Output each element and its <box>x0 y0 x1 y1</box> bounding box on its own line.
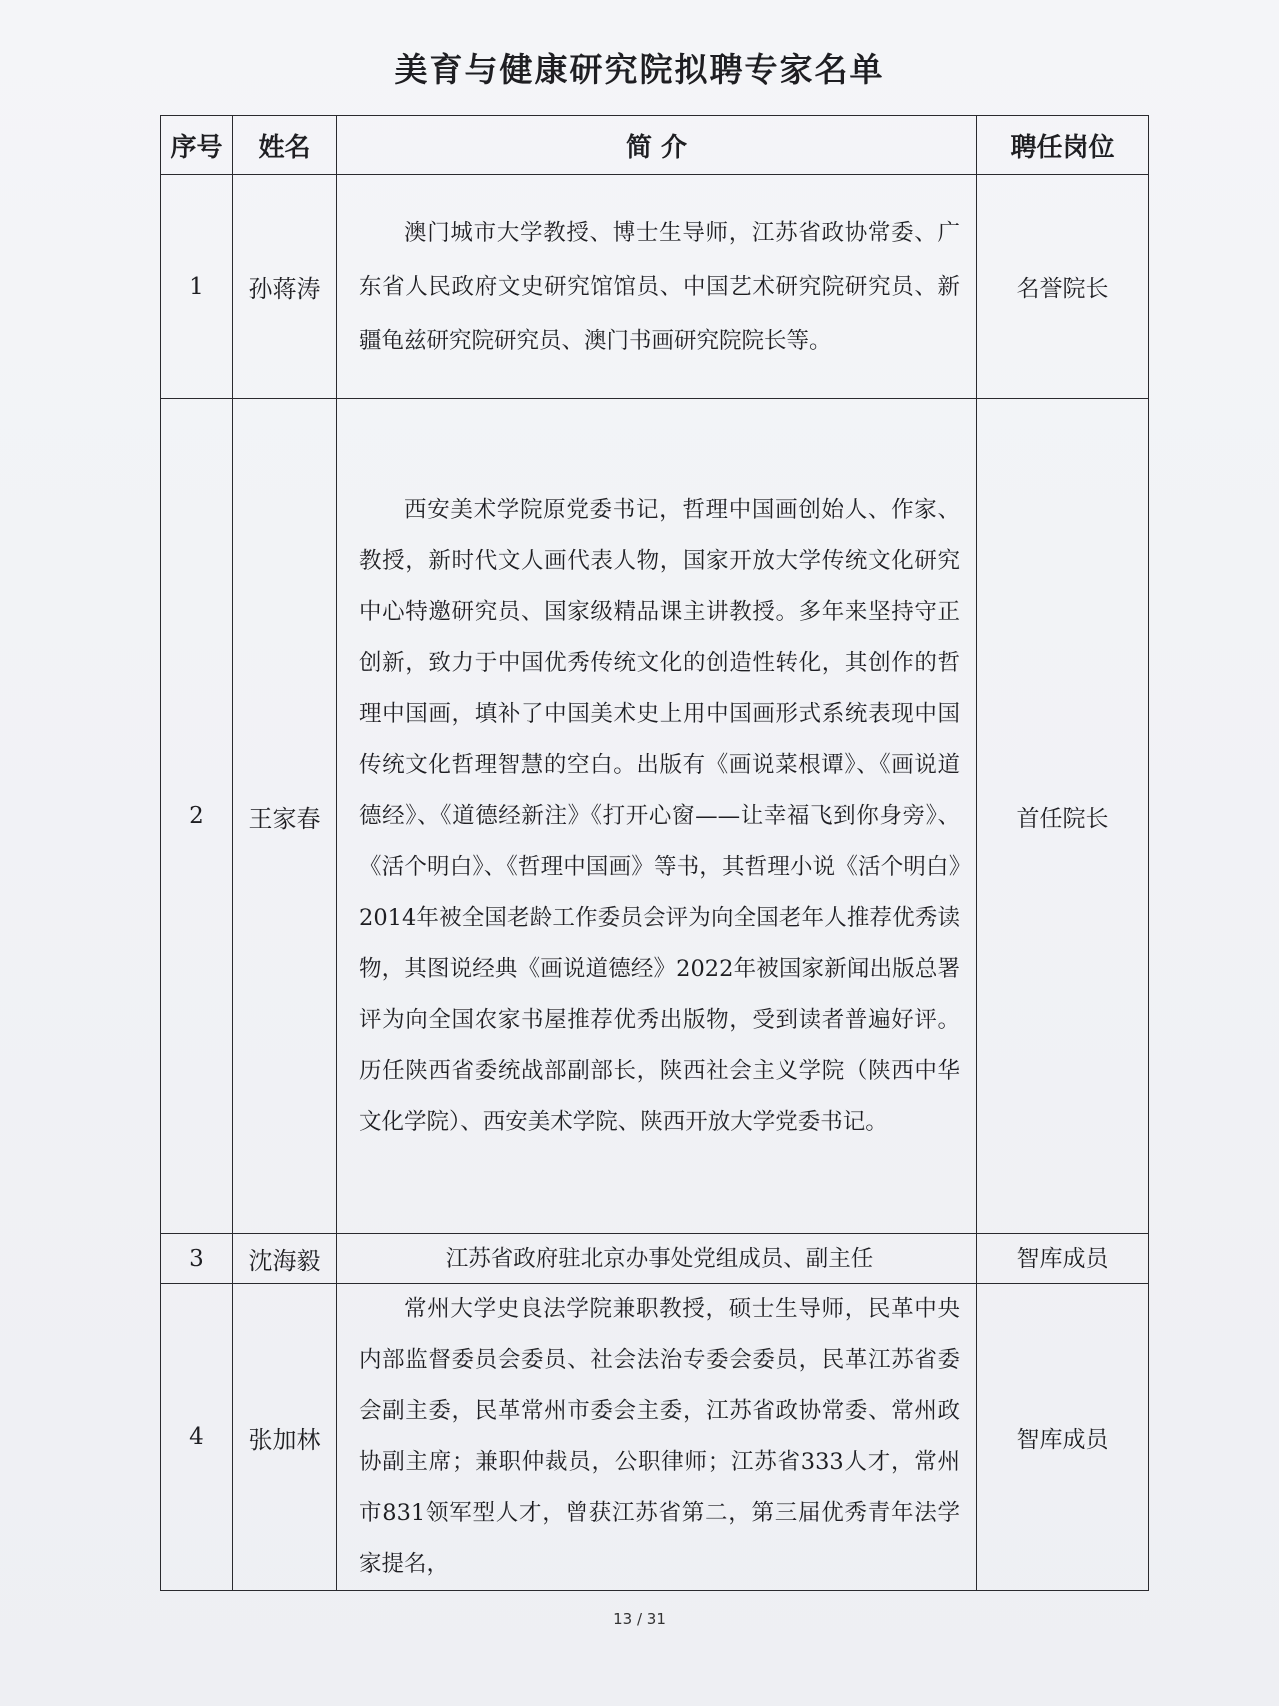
page-number: 13 / 31 <box>613 1610 666 1628</box>
table-row <box>161 1284 1149 1591</box>
table-header-row <box>161 116 1149 175</box>
expert-table <box>160 115 1149 1591</box>
row-bio: 常州大学史良法学院兼职教授，硕士生导师，民革中央内部监督委员会委员、社会法治专委会委员，民革江苏省委会副主委，民革常州市委会主委，江苏省政协常委、常州政协副主席；兼职仲裁员，公职律师；江苏省333人才，常州市831领军型人才，曾获江苏省第二，第三届优秀青年法学家提名， <box>337 1284 977 1591</box>
table-row <box>161 1234 1149 1284</box>
row-index: 3 <box>161 1234 233 1284</box>
column-header-bio: 简 介 <box>337 116 977 175</box>
row-bio: 江苏省政府驻北京办事处党组成员、副主任 <box>337 1234 977 1284</box>
row-index: 1 <box>161 175 233 399</box>
row-role: 智库成员 <box>977 1234 1149 1284</box>
page-title: 美育与健康研究院拟聘专家名单 <box>394 50 885 89</box>
column-header-name: 姓名 <box>233 116 337 175</box>
row-role: 名誉院长 <box>977 175 1149 399</box>
row-index: 2 <box>161 399 233 1234</box>
row-bio: 澳门城市大学教授、博士生导师，江苏省政协常委、广东省人民政府文史研究馆馆员、中国艺术研究院研究员、新疆龟兹研究院研究员、澳门书画研究院院长等。 <box>337 175 977 399</box>
row-name: 张加林 <box>233 1284 337 1591</box>
table-row <box>161 175 1149 399</box>
column-header-role: 聘任岗位 <box>977 116 1149 175</box>
table-row <box>161 399 1149 1234</box>
row-role: 智库成员 <box>977 1284 1149 1591</box>
row-name: 沈海毅 <box>233 1234 337 1284</box>
column-header-index: 序号 <box>161 116 233 175</box>
row-name: 孙蒋涛 <box>233 175 337 399</box>
row-index: 4 <box>161 1284 233 1591</box>
row-bio: 西安美术学院原党委书记，哲理中国画创始人、作家、教授，新时代文人画代表人物，国家开放大学传统文化研究中心特邀研究员、国家级精品课主讲教授。多年来坚持守正创新，致力于中国优秀传统文化的创造性转化，其创作的哲理中国画，填补了中国美术史上用中国画形式系统表现中国传统文化哲理智慧的空白。出版有《画说菜根谭》、《画说道德经》、《道德经新注》《打开心窗——让幸福飞到你身旁》、《活个明白》、《哲理中国画》等书，其哲理小说《活个明白》2014年被全国老龄工作委员会评为向全国老年人推荐优秀读物，其图说经典《画说道德经》2022年被国家新闻出版总署评为向全国农家书屋推荐优秀出版物，受到读者普遍好评。历任陕西省委统战部副部长，陕西社会主义学院（陕西中华文化学院）、西安美术学院、陕西开放大学党委书记。 <box>337 399 977 1234</box>
row-name: 王家春 <box>233 399 337 1234</box>
row-role: 首任院长 <box>977 399 1149 1234</box>
